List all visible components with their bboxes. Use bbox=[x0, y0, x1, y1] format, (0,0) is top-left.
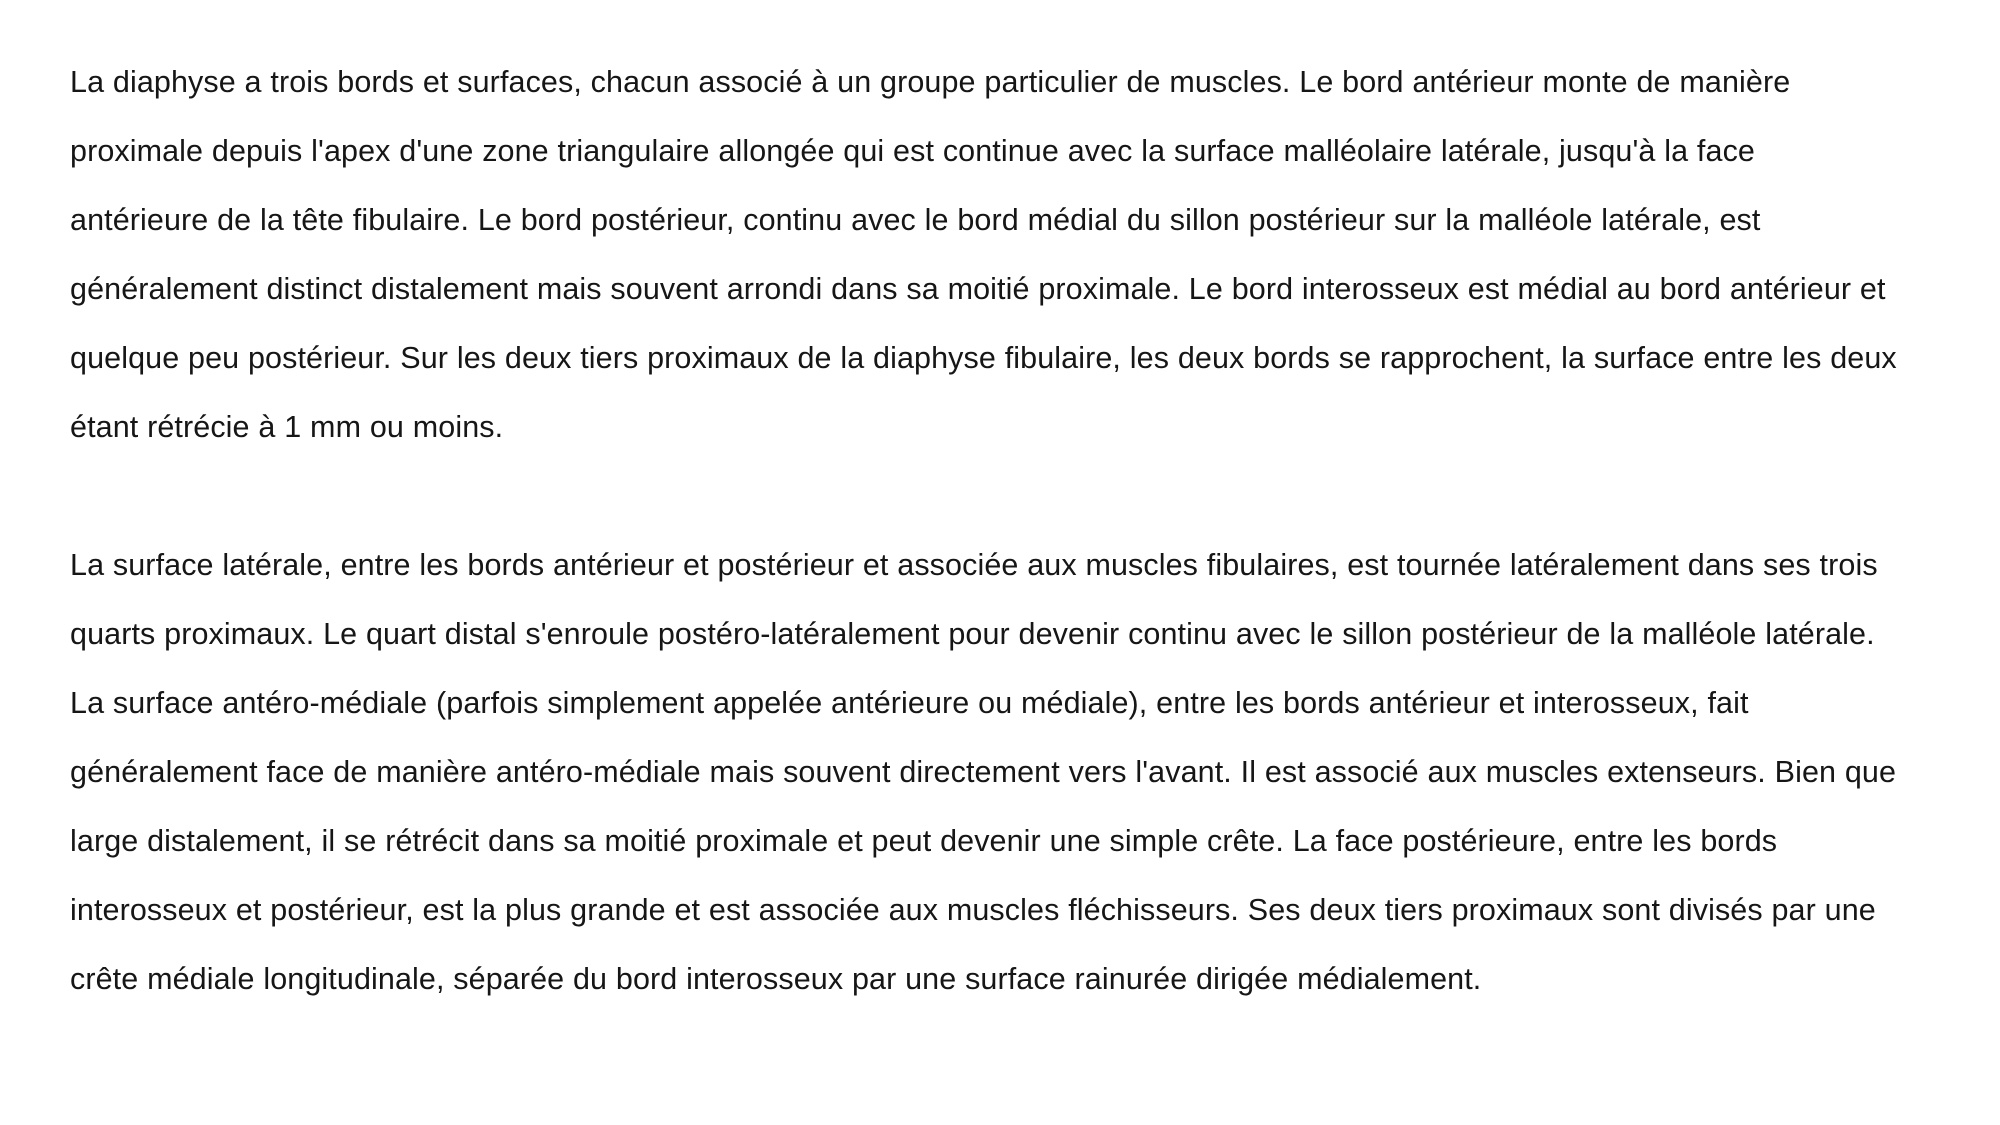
paragraph-surface-laterale: La surface latérale, entre les bords antérieur et postérieur et associée aux muscles fibulaires, est tournée latéralement dans ses trois quarts proximaux. Le quart distal s'enroule postéro-latéralement pour devenir continu avec le sillon postérieur de la malléole latérale. La surface antéro-médiale (parfois simplement appelée antérieure ou médiale), entre les bords antérieur et interosseux, fait généralement face de manière antéro-médiale mais souvent directement vers l'avant. Il est associé aux muscles extenseurs. Bien que large distalement, il se rétrécit dans sa moitié proximale et peut devenir une simple crête. La face postérieure, entre les bords interosseux et postérieur, est la plus grande et est associée aux muscles fléchisseurs. Ses deux tiers proximaux sont divisés par une crête médiale longitudinale, séparée du bord interosseux par une surface rainurée dirigée médialement. bbox=[70, 548, 1897, 996]
paragraph-diaphyse-bords: La diaphyse a trois bords et surfaces, chacun associé à un groupe particulier de muscles. Le bord antérieur monte de manière proximale depuis l'apex d'une zone triangulaire allongée qui est continue avec la surface malléolaire latérale, jusqu'à la face antérieure de la tête fibulaire. Le bord postérieur, continu avec le bord médial du sillon postérieur sur la malléole latérale, est généralement distinct distalement mais souvent arrondi dans sa moitié proximale. Le bord interosseux est médial au bord antérieur et quelque peu postérieur. Sur les deux tiers proximaux de la diaphyse fibulaire, les deux bords se rapprochent, la surface entre les deux étant rétrécie à 1 mm ou moins. bbox=[70, 65, 1897, 444]
document-body bbox=[70, 48, 1900, 1014]
